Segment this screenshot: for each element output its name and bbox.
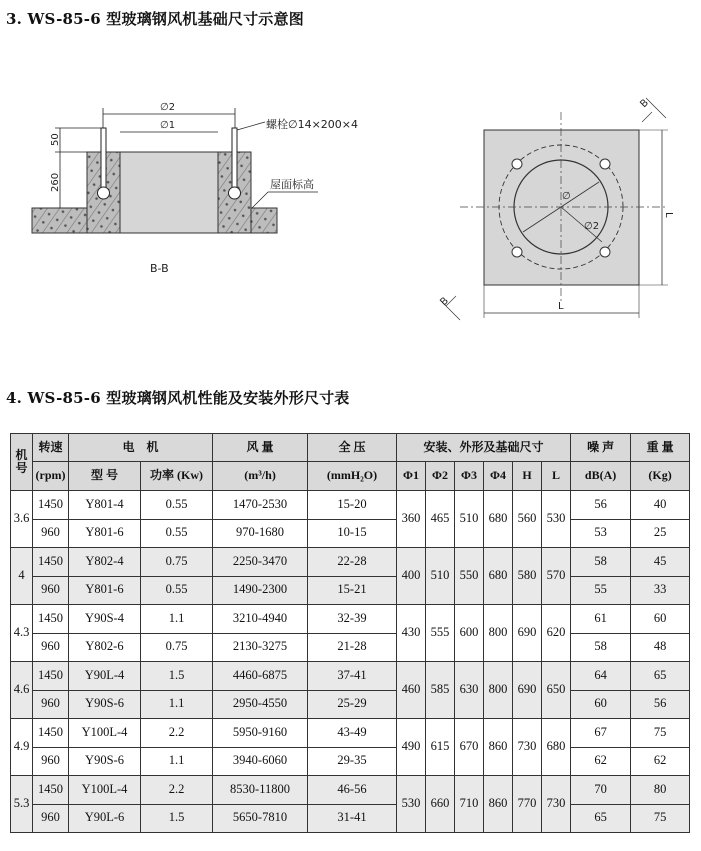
- h-cell: 690: [513, 605, 542, 662]
- pressure-cell: 37-41: [308, 662, 397, 691]
- noise-cell: 65: [571, 804, 631, 833]
- phi2-cell: 585: [426, 662, 455, 719]
- col-phi2-header: Φ2: [426, 462, 455, 491]
- col-pressure-unit: (mmH₂O): [308, 462, 397, 491]
- noise-cell: 55: [571, 576, 631, 605]
- weight-cell: 40: [631, 491, 690, 520]
- section-label: B-B: [150, 262, 169, 275]
- phi2-cell: 660: [426, 776, 455, 833]
- col-l-header: L: [542, 462, 571, 491]
- weight-cell: 65: [631, 662, 690, 691]
- right-bolt-end: [229, 187, 241, 199]
- speed-cell: 1450: [33, 662, 69, 691]
- phi3-cell: 510: [455, 491, 484, 548]
- phi4-cell: 680: [484, 491, 513, 548]
- col-power-header: 功率 (Kw): [141, 462, 213, 491]
- machine-cell: 4.6: [11, 662, 33, 719]
- col-machine-header: 机号: [11, 434, 33, 491]
- l-cell: 620: [542, 605, 571, 662]
- pressure-cell: 29-35: [308, 747, 397, 776]
- l-bottom-label: L: [558, 301, 564, 312]
- airflow-cell: 2250-3470: [213, 548, 308, 577]
- h-cell: 560: [513, 491, 542, 548]
- phi4-cell: 800: [484, 662, 513, 719]
- speed-cell: 1450: [33, 719, 69, 748]
- model-cell: Y90S-6: [69, 747, 141, 776]
- noise-cell: 60: [571, 690, 631, 719]
- col-pressure-header: 全 压: [308, 434, 397, 462]
- model-cell: Y801-6: [69, 576, 141, 605]
- noise-cell: 61: [571, 605, 631, 634]
- airflow-cell: 1490-2300: [213, 576, 308, 605]
- table-row: [11, 605, 690, 634]
- speed-cell: 960: [33, 576, 69, 605]
- table-row: [11, 633, 690, 662]
- col-model-header: 型 号: [69, 462, 141, 491]
- pressure-cell: 15-20: [308, 491, 397, 520]
- model-cell: Y90L-4: [69, 662, 141, 691]
- phi3-cell: 710: [455, 776, 484, 833]
- noise-cell: 62: [571, 747, 631, 776]
- table-row: [11, 776, 690, 805]
- model-cell: Y801-4: [69, 491, 141, 520]
- power-cell: 0.75: [141, 548, 213, 577]
- model-cell: Y90S-4: [69, 605, 141, 634]
- col-phi1-header: Φ1: [397, 462, 426, 491]
- spec-table-body: [11, 491, 690, 833]
- table-row: [11, 519, 690, 548]
- weight-cell: 62: [631, 747, 690, 776]
- speed-cell: 1450: [33, 776, 69, 805]
- col-weight-unit: (Kg): [631, 462, 690, 491]
- bolt-hole-tr: [600, 159, 610, 169]
- speed-cell: 960: [33, 633, 69, 662]
- col-noise-header: 噪 声: [571, 434, 631, 462]
- speed-cell: 960: [33, 804, 69, 833]
- weight-cell: 56: [631, 690, 690, 719]
- model-cell: Y90L-6: [69, 804, 141, 833]
- phi4-cell: 860: [484, 719, 513, 776]
- phi4-cell: 860: [484, 776, 513, 833]
- phi1-cell: 360: [397, 491, 426, 548]
- diagram-heading: 3. WS-85-6 型玻璃钢风机基础尺寸示意图: [6, 10, 304, 28]
- pressure-cell: 21-28: [308, 633, 397, 662]
- machine-cell: 4.3: [11, 605, 33, 662]
- noise-cell: 64: [571, 662, 631, 691]
- model-cell: Y100L-4: [69, 719, 141, 748]
- duct-opening: [120, 152, 218, 233]
- model-cell: Y802-4: [69, 548, 141, 577]
- speed-cell: 1450: [33, 548, 69, 577]
- phi2-cell: 510: [426, 548, 455, 605]
- pressure-cell: 46-56: [308, 776, 397, 805]
- noise-cell: 56: [571, 491, 631, 520]
- phi1-cell: 460: [397, 662, 426, 719]
- b-label-top: B: [638, 97, 651, 111]
- power-cell: 1.5: [141, 662, 213, 691]
- power-cell: 1.5: [141, 804, 213, 833]
- h-cell: 580: [513, 548, 542, 605]
- power-cell: 0.75: [141, 633, 213, 662]
- pressure-cell: 15-21: [308, 576, 397, 605]
- table-row: [11, 548, 690, 577]
- airflow-cell: 8530-11800: [213, 776, 308, 805]
- l-cell: 530: [542, 491, 571, 548]
- col-install-header: 安装、外形及基础尺寸: [397, 434, 571, 462]
- dim-50: 50: [50, 133, 61, 146]
- col-motor-header: 电 机: [69, 434, 213, 462]
- col-weight-header: 重 量: [631, 434, 690, 462]
- power-cell: 1.1: [141, 690, 213, 719]
- speed-cell: 1450: [33, 605, 69, 634]
- table-row: [11, 719, 690, 748]
- phi2-label: ∅2: [584, 221, 600, 232]
- l-right-label: L: [663, 212, 674, 218]
- model-cell: Y801-6: [69, 519, 141, 548]
- machine-cell: 4.9: [11, 719, 33, 776]
- col-noise-unit: dB(A): [571, 462, 631, 491]
- power-cell: 0.55: [141, 576, 213, 605]
- phi-inner-label: ∅: [562, 191, 571, 202]
- machine-cell: 4: [11, 548, 33, 605]
- pressure-cell: 25-29: [308, 690, 397, 719]
- phi2-cell: 615: [426, 719, 455, 776]
- weight-cell: 75: [631, 804, 690, 833]
- machine-cell: 3.6: [11, 491, 33, 548]
- phi4-cell: 680: [484, 548, 513, 605]
- noise-cell: 58: [571, 633, 631, 662]
- table-row: [11, 690, 690, 719]
- h-cell: 730: [513, 719, 542, 776]
- table-heading: 4. WS-85-6 型玻璃钢风机性能及安装外形尺寸表: [6, 389, 350, 407]
- phi2-cell: 555: [426, 605, 455, 662]
- h-cell: 770: [513, 776, 542, 833]
- l-cell: 650: [542, 662, 571, 719]
- power-cell: 2.2: [141, 776, 213, 805]
- h-cell: 690: [513, 662, 542, 719]
- weight-cell: 80: [631, 776, 690, 805]
- weight-cell: 25: [631, 519, 690, 548]
- l-cell: 680: [542, 719, 571, 776]
- phi3-cell: 550: [455, 548, 484, 605]
- l-cell: 570: [542, 548, 571, 605]
- airflow-cell: 3210-4940: [213, 605, 308, 634]
- speed-cell: 1450: [33, 491, 69, 520]
- col-h-header: H: [513, 462, 542, 491]
- bolt-hole-br: [600, 247, 610, 257]
- phi1-cell: 430: [397, 605, 426, 662]
- noise-cell: 67: [571, 719, 631, 748]
- dim-phi2: ∅2: [160, 102, 176, 113]
- phi3-cell: 600: [455, 605, 484, 662]
- airflow-cell: 970-1680: [213, 519, 308, 548]
- power-cell: 0.55: [141, 519, 213, 548]
- model-cell: Y90S-6: [69, 690, 141, 719]
- phi2-cell: 465: [426, 491, 455, 548]
- col-phi4-header: Φ4: [484, 462, 513, 491]
- noise-cell: 58: [571, 548, 631, 577]
- bolt-hole-tl: [512, 159, 522, 169]
- airflow-cell: 3940-6060: [213, 747, 308, 776]
- dim-phi1: ∅1: [160, 120, 176, 131]
- weight-cell: 75: [631, 719, 690, 748]
- speed-cell: 960: [33, 690, 69, 719]
- section-diagram: [20, 90, 359, 290]
- bolt-label: 螺栓∅14×200×4: [266, 118, 359, 131]
- pressure-cell: 31-41: [308, 804, 397, 833]
- col-airflow-header: 风 量: [213, 434, 308, 462]
- noise-cell: 70: [571, 776, 631, 805]
- phi4-cell: 800: [484, 605, 513, 662]
- pressure-cell: 22-28: [308, 548, 397, 577]
- power-cell: 0.55: [141, 491, 213, 520]
- col-speed-header: 转速: [33, 434, 69, 462]
- airflow-cell: 2950-4550: [213, 690, 308, 719]
- phi3-cell: 670: [455, 719, 484, 776]
- power-cell: 1.1: [141, 747, 213, 776]
- phi1-cell: 530: [397, 776, 426, 833]
- phi3-cell: 630: [455, 662, 484, 719]
- power-cell: 2.2: [141, 719, 213, 748]
- weight-cell: 33: [631, 576, 690, 605]
- airflow-cell: 1470-2530: [213, 491, 308, 520]
- l-cell: 730: [542, 776, 571, 833]
- machine-cell: 5.3: [11, 776, 33, 833]
- airflow-cell: 5950-9160: [213, 719, 308, 748]
- model-cell: Y100L-4: [69, 776, 141, 805]
- power-cell: 1.1: [141, 605, 213, 634]
- table-row: [11, 491, 690, 520]
- col-speed-unit: (rpm): [33, 462, 69, 491]
- col-phi3-header: Φ3: [455, 462, 484, 491]
- left-bolt-end: [98, 187, 110, 199]
- noise-cell: 53: [571, 519, 631, 548]
- b-label-bottom: B: [438, 295, 451, 309]
- model-cell: Y802-6: [69, 633, 141, 662]
- speed-cell: 960: [33, 519, 69, 548]
- table-row: [11, 662, 690, 691]
- pressure-cell: 43-49: [308, 719, 397, 748]
- col-airflow-unit: (m³/h): [213, 462, 308, 491]
- airflow-cell: 5650-7810: [213, 804, 308, 833]
- bolt-hole-bl: [512, 247, 522, 257]
- phi1-cell: 400: [397, 548, 426, 605]
- table-row: [11, 576, 690, 605]
- spec-table: [10, 433, 690, 833]
- airflow-cell: 2130-3275: [213, 633, 308, 662]
- speed-cell: 960: [33, 747, 69, 776]
- dim-260: 260: [50, 172, 61, 192]
- weight-cell: 60: [631, 605, 690, 634]
- weight-cell: 48: [631, 633, 690, 662]
- plan-diagram: [430, 92, 690, 332]
- airflow-cell: 4460-6875: [213, 662, 308, 691]
- table-row: [11, 747, 690, 776]
- phi1-cell: 490: [397, 719, 426, 776]
- pressure-cell: 32-39: [308, 605, 397, 634]
- pressure-cell: 10-15: [308, 519, 397, 548]
- weight-cell: 45: [631, 548, 690, 577]
- table-row: [11, 804, 690, 833]
- roof-label: 屋面标高: [270, 178, 314, 191]
